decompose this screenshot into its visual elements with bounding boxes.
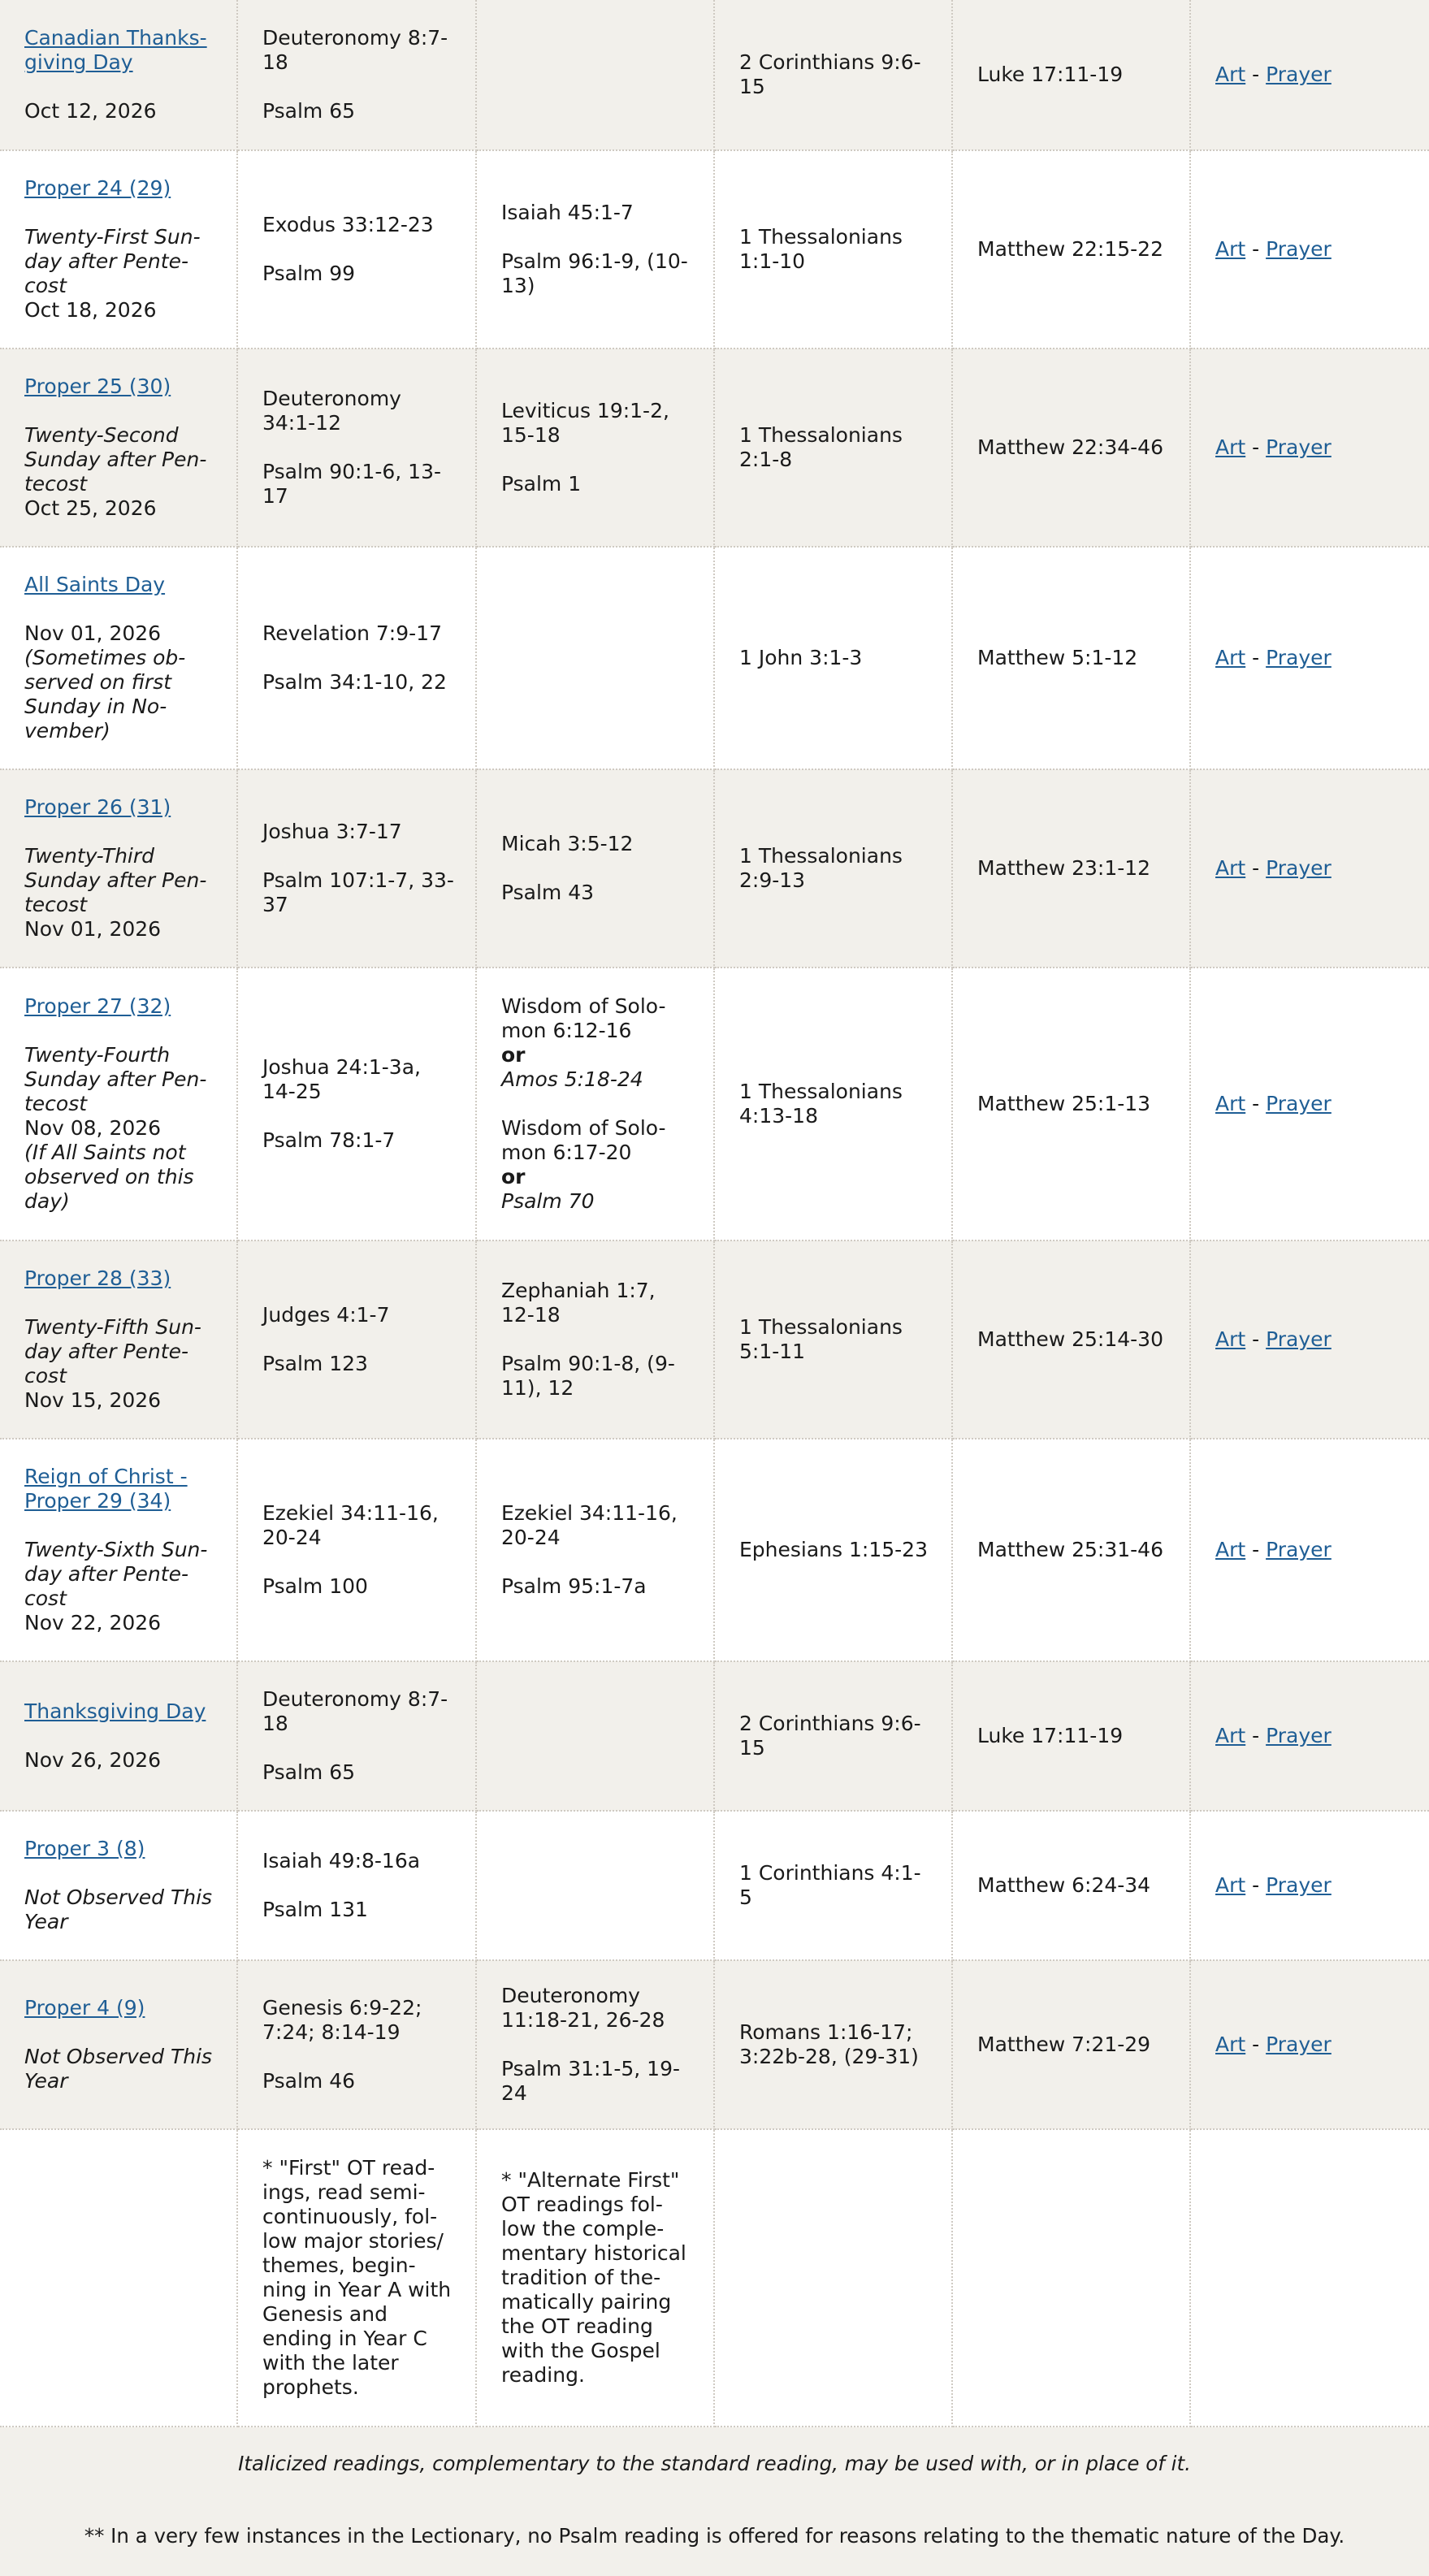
resources-cell xyxy=(1190,150,1429,349)
first-reading: Genesis 6:9-22; 7:24; 8:14-19 xyxy=(262,1996,422,2044)
psalm: Psalm 123 xyxy=(262,1352,368,1375)
day-cell xyxy=(0,1811,237,1960)
gospel-reading: Luke 17:11-19 xyxy=(977,1724,1124,1747)
separator: - xyxy=(1252,1538,1267,1561)
alternate-reading: Zephaniah 1:7, 12-18 xyxy=(501,1279,656,1327)
psalm: Psalm 131 xyxy=(262,1898,368,1921)
gospel-reading: Matthew 6:24-34 xyxy=(977,1873,1151,1897)
first-reading-cell xyxy=(237,1960,476,2129)
alternate-reading-cell xyxy=(476,968,714,1240)
day-link[interactable]: Proper 3 (8) xyxy=(24,1837,145,1860)
alternate-reading-cell xyxy=(476,0,714,150)
first-reading: Ezekiel 34:11-16, 20-24 xyxy=(262,1501,439,1549)
alternate-reading: Ezekiel 34:11-16, 20-24 xyxy=(501,1501,678,1549)
day-cell xyxy=(0,1439,237,1661)
table-row xyxy=(0,1240,1429,1439)
resources-cell xyxy=(1190,1960,1429,2129)
table-row xyxy=(0,150,1429,349)
art-link[interactable]: Art xyxy=(1215,1538,1246,1561)
art-link[interactable]: Art xyxy=(1215,2033,1246,2056)
prayer-link[interactable]: Prayer xyxy=(1266,1873,1332,1897)
art-link[interactable]: Art xyxy=(1215,1327,1246,1351)
gospel-reading: Matthew 25:14-30 xyxy=(977,1327,1163,1351)
second-reading: Ephesians 1:15-23 xyxy=(739,1538,928,1561)
table-row xyxy=(0,769,1429,968)
resources-cell xyxy=(1190,968,1429,1240)
day-link[interactable]: Canadian Thanks-giving Day xyxy=(24,26,207,74)
table-row xyxy=(0,968,1429,1240)
second-reading-cell xyxy=(714,1811,952,1960)
gospel-cell xyxy=(952,1661,1190,1811)
alternate-reading-cell xyxy=(476,1960,714,2129)
gospel-reading: Matthew 25:31-46 xyxy=(977,1538,1163,1561)
prayer-link[interactable]: Prayer xyxy=(1266,856,1332,880)
second-reading-cell xyxy=(714,150,952,349)
first-reading: Deuteronomy 34:1-12 xyxy=(262,387,401,435)
alternate-reading-cell xyxy=(476,349,714,547)
first-reading-cell xyxy=(237,0,476,150)
date-note: (Sometimes ob-served on first Sunday in No-vember) xyxy=(24,646,186,742)
first-reading-cell xyxy=(237,1661,476,1811)
gospel-cell xyxy=(952,150,1190,349)
day-link[interactable]: Proper 25 (30) xyxy=(24,374,171,398)
alternate-psalm-option: Psalm 70 xyxy=(501,1189,595,1213)
day-subtitle: Twenty-Sixth Sun-day after Pente-cost xyxy=(24,1538,208,1610)
date: Nov 08, 2026 xyxy=(24,1116,162,1140)
alternate-reading: Wisdom of Solo-mon 6:12-16 xyxy=(501,994,666,1042)
second-reading-cell xyxy=(714,968,952,1240)
table-row xyxy=(0,547,1429,769)
separator: - xyxy=(1252,435,1267,459)
separator: - xyxy=(1252,1092,1267,1115)
alternate-reading: Deuteronomy 11:18-21, 26-28 xyxy=(501,1984,665,2032)
resources-cell xyxy=(1190,1811,1429,1960)
gospel-cell xyxy=(952,1960,1190,2129)
day-link[interactable]: Proper 27 (32) xyxy=(24,994,171,1018)
second-reading: 1 John 3:1-3 xyxy=(739,646,863,669)
alternate-reading-cell xyxy=(476,1439,714,1661)
alternate-psalm: Psalm 90:1-8, (9-11), 12 xyxy=(501,1352,675,1400)
first-reading: Deuteronomy 8:7-18 xyxy=(262,1687,448,1735)
second-reading: 1 Thessalonians 4:13-18 xyxy=(739,1080,903,1128)
psalm: Psalm 78:1-7 xyxy=(262,1128,396,1152)
gospel-cell xyxy=(952,968,1190,1240)
gospel-cell xyxy=(952,769,1190,968)
alternate-reading: Micah 3:5-12 xyxy=(501,832,634,855)
notes-row xyxy=(0,2129,1429,2427)
prayer-link[interactable]: Prayer xyxy=(1266,435,1332,459)
day-subtitle: Not Observed This Year xyxy=(24,2045,213,2093)
second-reading-cell xyxy=(714,349,952,547)
alternate-reading: Isaiah 45:1-7 xyxy=(501,201,634,224)
resources-cell xyxy=(1190,0,1429,150)
second-reading-cell xyxy=(714,1661,952,1811)
alternate-reading: Leviticus 19:1-2, 15-18 xyxy=(501,399,669,447)
first-reading-cell xyxy=(237,1240,476,1439)
second-reading-cell xyxy=(714,0,952,150)
date: Nov 01, 2026 xyxy=(24,917,162,941)
gospel-reading: Matthew 7:21-29 xyxy=(977,2033,1151,2056)
second-reading-cell xyxy=(714,769,952,968)
alternate-reading-cell xyxy=(476,1811,714,1960)
date: Nov 22, 2026 xyxy=(24,1611,162,1634)
first-reading-cell xyxy=(237,1439,476,1661)
gospel-cell xyxy=(952,1439,1190,1661)
separator: - xyxy=(1252,2033,1267,2056)
alternate-reading-option: Amos 5:18-24 xyxy=(501,1067,643,1091)
art-link[interactable]: Art xyxy=(1215,646,1246,669)
first-reading-cell xyxy=(237,150,476,349)
separator: - xyxy=(1252,856,1267,880)
italic-readings-note: Italicized readings, complementary to the standard reading, may be used with, or in place of it. xyxy=(238,2452,1191,2475)
second-reading: 2 Corinthians 9:6-15 xyxy=(739,1712,921,1760)
psalm: Psalm 90:1-6, 13-17 xyxy=(262,460,442,508)
resources-cell xyxy=(1190,1661,1429,1811)
alternate-psalm: Psalm 1 xyxy=(501,472,582,496)
second-reading: 1 Thessalonians 1:1-10 xyxy=(739,225,903,273)
table-row xyxy=(0,1960,1429,2129)
alternate-psalm: Psalm 95:1-7a xyxy=(501,1574,647,1598)
first-reading: Revelation 7:9-17 xyxy=(262,621,442,645)
art-link[interactable]: Art xyxy=(1215,856,1246,880)
day-cell xyxy=(0,769,237,968)
gospel-cell xyxy=(952,349,1190,547)
first-reading-cell xyxy=(237,349,476,547)
alternate-reading-cell xyxy=(476,150,714,349)
psalm: Psalm 65 xyxy=(262,99,356,123)
resources-cell xyxy=(1190,1240,1429,1439)
psalm: Psalm 107:1-7, 33-37 xyxy=(262,868,454,916)
gospel-reading: Matthew 5:1-12 xyxy=(977,646,1138,669)
gospel-cell xyxy=(952,1240,1190,1439)
alternate-psalm: Psalm 96:1-9, (10-13) xyxy=(501,249,688,297)
gospel-cell xyxy=(952,1811,1190,1960)
day-link[interactable]: Reign of Christ - Proper 29 (34) xyxy=(24,1465,188,1513)
alternate-reading-cell xyxy=(476,769,714,968)
table-row xyxy=(0,1439,1429,1661)
first-reading: Isaiah 49:8-16a xyxy=(262,1849,421,1872)
resources-cell xyxy=(1190,547,1429,769)
date: Oct 25, 2026 xyxy=(24,496,157,520)
second-reading: 1 Thessalonians 2:9-13 xyxy=(739,844,903,892)
or-label: or xyxy=(501,1165,526,1188)
gospel-reading: Luke 17:11-19 xyxy=(977,63,1124,86)
first-reading: Judges 4:1-7 xyxy=(262,1303,390,1327)
prayer-link[interactable]: Prayer xyxy=(1266,1724,1332,1747)
alternate-reading-cell xyxy=(476,1661,714,1811)
second-reading: 1 Thessalonians 2:1-8 xyxy=(739,423,903,471)
prayer-link[interactable]: Prayer xyxy=(1266,1538,1332,1561)
date: Nov 26, 2026 xyxy=(24,1748,162,1772)
footer-notes xyxy=(0,2427,1429,2576)
first-reading: Deuteronomy 8:7-18 xyxy=(262,26,448,74)
alternate-psalm: Wisdom of Solo-mon 6:17-20 xyxy=(501,1116,666,1164)
or-label: or xyxy=(501,1043,526,1067)
date: Oct 12, 2026 xyxy=(24,99,157,123)
resources-cell xyxy=(1190,1439,1429,1661)
gospel-reading: Matthew 23:1-12 xyxy=(977,856,1151,880)
notes-empty-cell xyxy=(0,2129,237,2427)
psalm: Psalm 99 xyxy=(262,262,356,285)
second-reading-cell xyxy=(714,1960,952,2129)
day-subtitle: Not Observed This Year xyxy=(24,1885,213,1933)
psalm: Psalm 100 xyxy=(262,1574,368,1598)
prayer-link[interactable]: Prayer xyxy=(1266,1327,1332,1351)
day-link[interactable]: Thanksgiving Day xyxy=(24,1699,206,1723)
psalm: Psalm 46 xyxy=(262,2069,356,2093)
day-cell xyxy=(0,150,237,349)
alternate-reading-cell xyxy=(476,1240,714,1439)
table-row xyxy=(0,1811,1429,1960)
date: Oct 18, 2026 xyxy=(24,298,157,322)
date-note: (If All Saints not observed on this day) xyxy=(24,1141,194,1213)
notes-empty-cell xyxy=(1190,2129,1429,2427)
alternate-ot-note: * "Alternate First" OT readings fol-low the comple-mentary historical tradition of the-matically pairing the OT reading with the Gospel reading. xyxy=(476,2129,714,2427)
day-subtitle: Twenty-Fifth Sun-day after Pente-cost xyxy=(24,1315,201,1388)
art-link[interactable]: Art xyxy=(1215,435,1246,459)
day-link[interactable]: Proper 26 (31) xyxy=(24,795,171,819)
separator: - xyxy=(1252,1327,1267,1351)
day-link[interactable]: Proper 28 (33) xyxy=(24,1266,171,1290)
day-cell xyxy=(0,0,237,150)
separator: - xyxy=(1252,1724,1267,1747)
first-reading-cell xyxy=(237,769,476,968)
table-row xyxy=(0,1661,1429,1811)
day-cell xyxy=(0,547,237,769)
first-reading-cell xyxy=(237,547,476,769)
psalm: Psalm 34:1-10, 22 xyxy=(262,670,447,694)
first-reading-cell xyxy=(237,968,476,1240)
notes-empty-cell xyxy=(714,2129,952,2427)
second-reading: Romans 1:16-17; 3:22b-28, (29-31) xyxy=(739,2020,919,2068)
day-subtitle: Twenty-Fourth Sunday after Pen-tecost xyxy=(24,1043,207,1115)
psalm-omission-note: ** In a very few instances in the Lectionary, no Psalm reading is offered for reasons relating to the thematic nature of the Day. xyxy=(84,2524,1345,2548)
art-link[interactable]: Art xyxy=(1215,63,1246,86)
day-cell xyxy=(0,968,237,1240)
art-link[interactable]: Art xyxy=(1215,1873,1246,1897)
art-link[interactable]: Art xyxy=(1215,237,1246,261)
table-row xyxy=(0,349,1429,547)
day-cell xyxy=(0,1960,237,2129)
resources-cell xyxy=(1190,769,1429,968)
gospel-cell xyxy=(952,0,1190,150)
resources-cell xyxy=(1190,349,1429,547)
second-reading: 1 Thessalonians 5:1-11 xyxy=(739,1315,903,1363)
second-reading-cell xyxy=(714,1240,952,1439)
first-reading: Exodus 33:12-23 xyxy=(262,213,434,236)
table-row xyxy=(0,0,1429,150)
alternate-psalm: Psalm 31:1-5, 19-24 xyxy=(501,2057,681,2105)
day-cell xyxy=(0,349,237,547)
day-cell xyxy=(0,1240,237,1439)
gospel-reading: Matthew 25:1-13 xyxy=(977,1092,1151,1115)
second-reading: 2 Corinthians 9:6-15 xyxy=(739,50,921,98)
first-reading: Joshua 24:1-3a, 14-25 xyxy=(262,1055,421,1103)
art-link[interactable]: Art xyxy=(1215,1092,1246,1115)
prayer-link[interactable]: Prayer xyxy=(1266,1092,1332,1115)
day-subtitle: Twenty-First Sun-day after Pente-cost xyxy=(24,225,201,297)
date: Nov 01, 2026 xyxy=(24,621,162,645)
gospel-reading: Matthew 22:34-46 xyxy=(977,435,1163,459)
separator: - xyxy=(1252,646,1267,669)
alternate-psalm: Psalm 43 xyxy=(501,881,595,904)
day-link[interactable]: Proper 4 (9) xyxy=(24,1996,145,2020)
day-link[interactable]: Proper 24 (29) xyxy=(24,176,171,200)
prayer-link[interactable]: Prayer xyxy=(1266,646,1332,669)
prayer-link[interactable]: Prayer xyxy=(1266,237,1332,261)
separator: - xyxy=(1252,237,1267,261)
day-subtitle: Twenty-Second Sunday after Pen-tecost xyxy=(24,423,207,496)
day-link[interactable]: All Saints Day xyxy=(24,573,166,596)
second-reading-cell xyxy=(714,547,952,769)
gospel-cell xyxy=(952,547,1190,769)
date: Nov 15, 2026 xyxy=(24,1388,162,1412)
notes-empty-cell xyxy=(952,2129,1190,2427)
first-ot-note: * "First" OT read-ings, read semi-continuously, fol-low major stories/ themes, begin-ning in Year A with Genesis and ending in Year C with the later prophets. xyxy=(237,2129,476,2427)
gospel-reading: Matthew 22:15-22 xyxy=(977,237,1163,261)
prayer-link[interactable]: Prayer xyxy=(1266,63,1332,86)
separator: - xyxy=(1252,1873,1267,1897)
separator: - xyxy=(1252,63,1267,86)
psalm: Psalm 65 xyxy=(262,1760,356,1784)
first-reading-cell xyxy=(237,1811,476,1960)
day-cell xyxy=(0,1661,237,1811)
art-link[interactable]: Art xyxy=(1215,1724,1246,1747)
alternate-reading-cell xyxy=(476,547,714,769)
day-subtitle: Twenty-Third Sunday after Pen-tecost xyxy=(24,844,207,916)
prayer-link[interactable]: Prayer xyxy=(1266,2033,1332,2056)
second-reading-cell xyxy=(714,1439,952,1661)
second-reading: 1 Corinthians 4:1-5 xyxy=(739,1861,921,1909)
first-reading: Joshua 3:7-17 xyxy=(262,820,402,843)
